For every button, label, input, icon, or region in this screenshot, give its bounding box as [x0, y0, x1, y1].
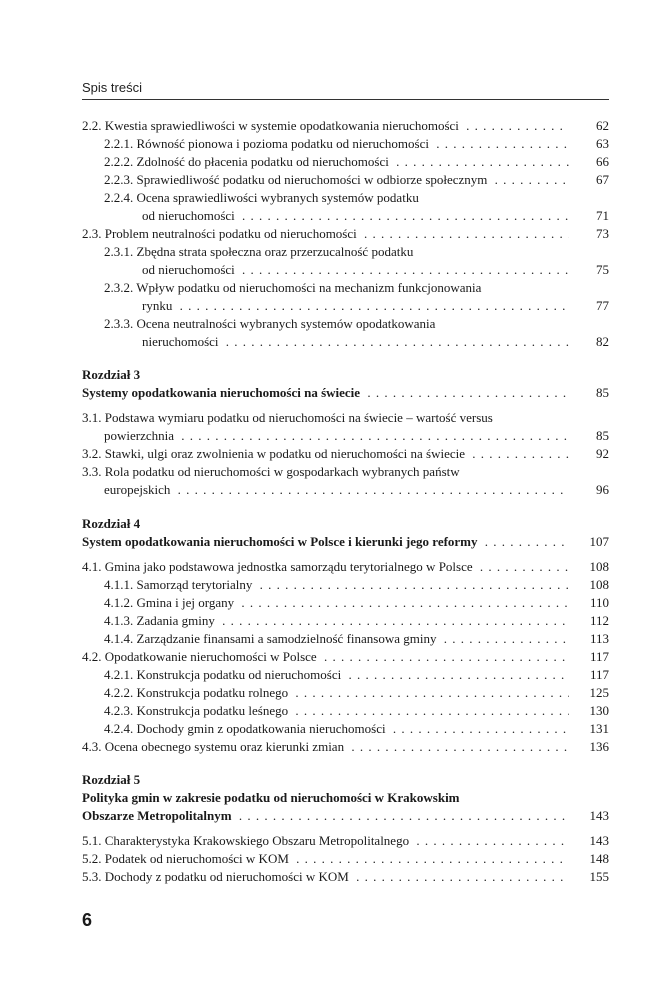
toc-entry-text: 4.1.1. Samorząd terytorialny	[104, 577, 255, 592]
toc-entry-page: 63	[596, 136, 609, 151]
toc-entry-text: 2.3. Problem neutralności podatku od nieruchomości	[82, 226, 360, 241]
toc-entry-text: 2.2.4. Ocena sprawiedliwości wybranych systemów podatku	[104, 190, 422, 205]
toc-entry-text: 4.3. Ocena obecnego systemu oraz kierunki zmian	[82, 739, 347, 754]
toc-entry-page: 117	[589, 649, 609, 664]
toc-entry	[82, 207, 609, 225]
toc-entry-text: 2.2. Kwestia sprawiedliwości w systemie opodatkowania nieruchomości	[82, 118, 462, 133]
toc-entry-text: 4.2.3. Konstrukcja podatku leśnego	[104, 703, 291, 718]
toc-entry	[82, 189, 609, 207]
toc-entry	[82, 261, 609, 279]
toc-entry-text: 4.1.3. Zadania gminy	[104, 613, 218, 628]
toc-entry	[82, 279, 609, 297]
toc-entry	[82, 576, 609, 594]
toc-entry-text: 2.3.2. Wpływ podatku od nieruchomości na mechanizm funkcjonowania	[104, 280, 484, 295]
toc-entry	[82, 171, 609, 189]
toc-entry	[82, 135, 609, 153]
toc-entry-text: 3.3. Rola podatku od nieruchomości w gospodarkach wybranych państw	[82, 464, 463, 479]
toc-entry-text: 3.1. Podstawa wymiaru podatku od nieruchomości na świecie – wartość versus	[82, 410, 496, 425]
toc-entry-page: 131	[589, 721, 609, 736]
toc-entry	[82, 612, 609, 630]
toc-entry-text: 4.1. Gmina jako podstawowa jednostka samorządu terytorialnego w Polsce	[82, 559, 476, 574]
toc-entry-page: 82	[596, 334, 609, 349]
toc-entry-page: 96	[596, 482, 609, 497]
toc-entry	[82, 153, 609, 171]
toc-entry	[82, 463, 609, 481]
toc-entry-text: 2.2.2. Zdolność do płacenia podatku od nieruchomości	[104, 154, 392, 169]
toc-entry-page: 92	[596, 446, 609, 461]
chapter-label: Rozdział 3	[82, 367, 141, 382]
toc-entry	[82, 630, 609, 648]
header-rule	[82, 99, 609, 100]
toc-entry-page: 75	[596, 262, 609, 277]
toc-entry	[82, 333, 609, 351]
toc-entry-text: 5.3. Dochody z podatku od nieruchomości w KOM	[82, 869, 352, 884]
toc-entry-page: 71	[596, 208, 609, 223]
chapter-title-line: Polityka gmin w zakresie podatku od nieruchomości w Krakowskim	[82, 790, 460, 805]
toc-entry-page: 62	[596, 118, 609, 133]
toc-entry-page: 77	[596, 298, 609, 313]
toc-entry-page: 148	[589, 851, 609, 866]
toc-entry	[82, 297, 609, 315]
toc-entry	[82, 427, 609, 445]
chapter-page: 107	[589, 534, 609, 549]
toc-entry	[82, 481, 609, 499]
toc-entry	[82, 868, 609, 886]
toc-entry-text: 5.2. Podatek od nieruchomości w KOM	[82, 851, 292, 866]
toc-entry-page: 108	[589, 577, 609, 592]
toc-entry-text: nieruchomości	[142, 334, 222, 349]
page-number: 6	[82, 910, 93, 930]
chapter-title-text: Systemy opodatkowania nieruchomości na świecie	[82, 385, 363, 400]
toc-entry	[82, 445, 609, 463]
toc-entry-text: 4.2.1. Konstrukcja podatku od nieruchomości	[104, 667, 344, 682]
toc-entry	[82, 832, 609, 850]
chapter-page: 143	[589, 808, 609, 823]
chapter-title	[82, 807, 609, 825]
chapter-title	[82, 533, 609, 551]
toc-entry	[82, 243, 609, 261]
toc-entry-text: powierzchnia	[104, 428, 177, 443]
toc-entry-text: 3.2. Stawki, ulgi oraz zwolnienia w podatku od nieruchomości na świecie	[82, 446, 468, 461]
toc-entry-page: 73	[596, 226, 609, 241]
running-header: Spis treści	[82, 80, 142, 95]
toc-entry	[82, 684, 609, 702]
toc-entry	[82, 850, 609, 868]
toc-entry-page: 155	[589, 869, 609, 884]
toc-entry-page: 143	[589, 833, 609, 848]
toc-entry-page: 130	[589, 703, 609, 718]
toc-entry	[82, 315, 609, 333]
toc-entry	[82, 720, 609, 738]
toc-entry	[82, 594, 609, 612]
chapter-title	[82, 384, 609, 402]
chapter-label: Rozdział 4	[82, 516, 141, 531]
toc-entry-page: 125	[589, 685, 609, 700]
toc-entry-page: 113	[589, 631, 609, 646]
toc-entry-text: 2.3.1. Zbędna strata społeczna oraz przerzucalność podatku	[104, 244, 416, 259]
toc-entry	[82, 225, 609, 243]
toc-entry-page: 85	[596, 428, 609, 443]
toc-entry-text: 5.1. Charakterystyka Krakowskiego Obszaru Metropolitalnego	[82, 833, 412, 848]
toc-entry	[82, 738, 609, 756]
toc-entry-text: od nieruchomości	[142, 262, 238, 277]
toc-entry-page: 117	[589, 667, 609, 682]
toc-entry	[82, 409, 609, 427]
toc-entry-page: 110	[589, 595, 609, 610]
toc-entry-text: 4.2.4. Dochody gmin z opodatkowania nieruchomości	[104, 721, 389, 736]
toc-entry-text: 4.2.2. Konstrukcja podatku rolnego	[104, 685, 291, 700]
chapter-title-text: Obszarze Metropolitalnym	[82, 808, 235, 823]
toc-entry-page: 108	[589, 559, 609, 574]
toc-entry	[82, 648, 609, 666]
toc-entry-page: 112	[589, 613, 609, 628]
toc-entry	[82, 558, 609, 576]
toc-entry-text: od nieruchomości	[142, 208, 238, 223]
chapter-label: Rozdział 5	[82, 772, 141, 787]
toc-entry	[82, 666, 609, 684]
toc-entry-page: 67	[596, 172, 609, 187]
chapter-page: 85	[596, 385, 609, 400]
toc-entry-text: 4.2. Opodatkowanie nieruchomości w Polsce	[82, 649, 320, 664]
chapter-title-text: System opodatkowania nieruchomości w Polsce i kierunki jego reformy	[82, 534, 481, 549]
toc-entry-text: 2.2.3. Sprawiedliwość podatku od nieruchomości w odbiorze społecznym	[104, 172, 490, 187]
toc-entry-text: 4.1.4. Zarządzanie finansami a samodzielność finansowa gminy	[104, 631, 439, 646]
toc-entry-text: 2.3.3. Ocena neutralności wybranych systemów opodatkowania	[104, 316, 438, 331]
toc-entry-text: europejskich	[104, 482, 173, 497]
toc-entry	[82, 702, 609, 720]
toc-entry-page: 66	[596, 154, 609, 169]
toc-entry	[82, 117, 609, 135]
toc-entry-text: 4.1.2. Gmina i jej organy	[104, 595, 237, 610]
toc-entry-page: 136	[589, 739, 609, 754]
toc-entry-text: rynku	[142, 298, 175, 313]
toc-entry-text: 2.2.1. Równość pionowa i pozioma podatku od nieruchomości	[104, 136, 432, 151]
